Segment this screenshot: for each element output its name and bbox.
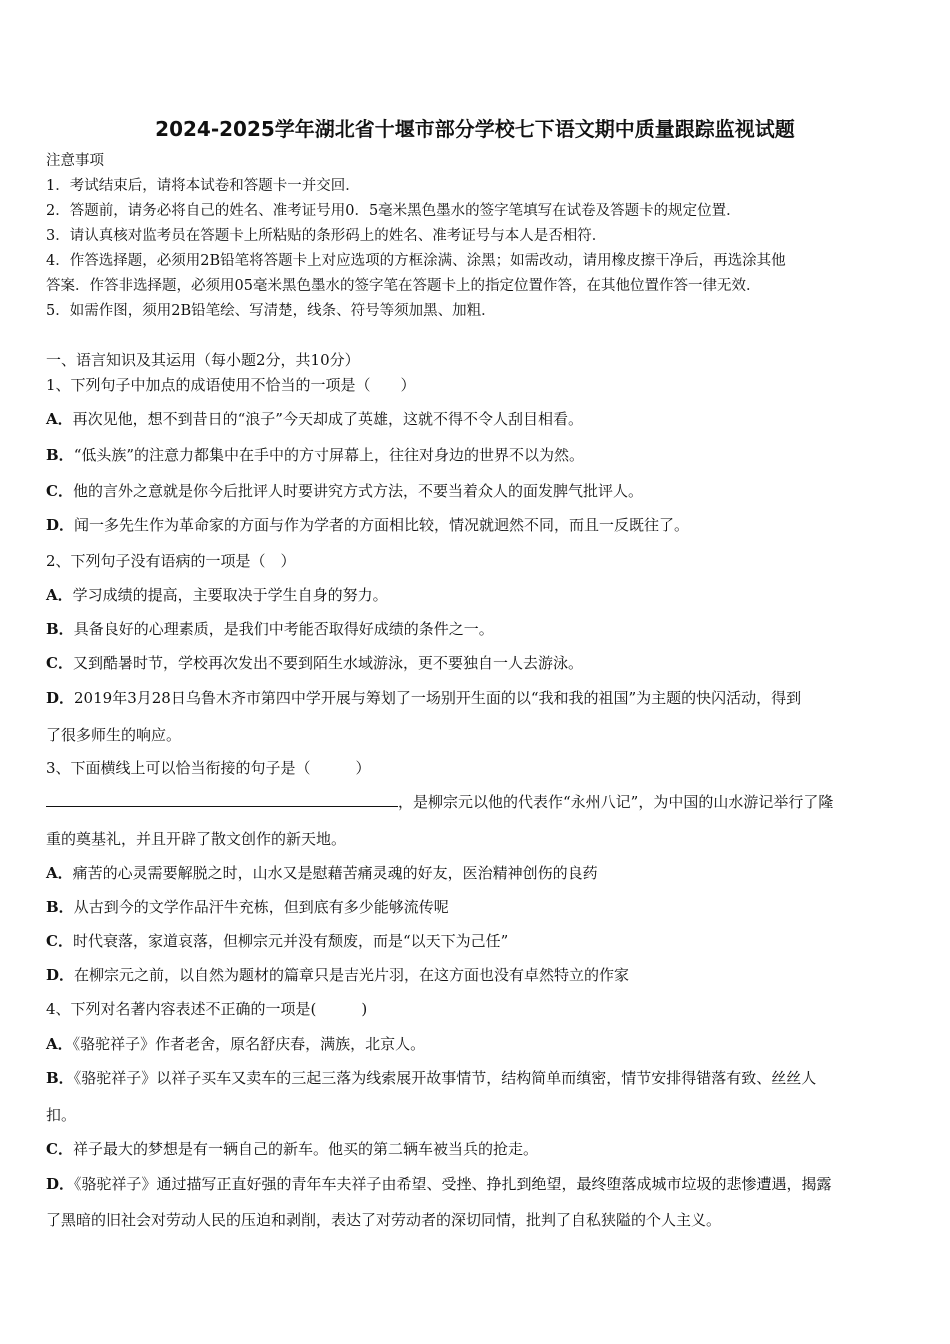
q2-option-c: C．又到酷暑时节，学校再次发出不要到陌生水域游泳，更不要独自一人去游泳。 (46, 654, 583, 672)
option-letter: A． (46, 410, 73, 428)
q4-option-b: B．《骆驼祥子》以祥子买车又卖车的三起三落为线索展开故事情节，结构简单而缜密，情节安排得错落有致、丝丝人 (46, 1069, 817, 1087)
q2-option-b: B．具备良好的心理素质，是我们中考能否取得好成绩的条件之一。 (46, 620, 494, 638)
notice-item: 4．作答选择题，必须用2B铅笔将答题卡上对应选项的方框涂满、涂黑；如需改动，请用橡皮擦干净后，再选涂其他 (46, 253, 786, 269)
notice-heading: 注意事项 (46, 153, 104, 169)
q4-option-d: D．《骆驼祥子》通过描写正直好强的青年车夫祥子由希望、受挫、挣扎到绝望，最终堕落成城市垃圾的悲惨遭遇，揭露 (46, 1175, 832, 1193)
q4-option-c: C．祥子最大的梦想是有一辆自己的新车。他买的第二辆车被当兵的抢走。 (46, 1140, 538, 1158)
q1-option-a: A．再次见他，想不到昔日的“浪子”今天却成了英雄，这就不得不令人刮目相看。 (46, 410, 583, 428)
option-letter: C． (46, 932, 73, 950)
option-letter: A． (46, 1035, 73, 1053)
option-letter: D． (46, 689, 75, 707)
q3-passage-cont: 重的奠基礼，并且开辟了散文创作的新天地。 (46, 830, 347, 848)
q3-stem: 3、下面横线上可以恰当衔接的句子是（ ） (46, 759, 371, 777)
q4-stem: 4、下列对名著内容表述不正确的一项是( ) (46, 1000, 368, 1018)
option-letter: C． (46, 654, 73, 672)
notice-item: 5．如需作图，须用2B铅笔绘、写清楚，线条、符号等须加黑、加粗． (46, 303, 496, 319)
option-letter: D． (46, 1175, 75, 1193)
page-title: 2024-2025学年湖北省十堰市部分学校七下语文期中质量跟踪监视试题 (155, 117, 795, 141)
option-letter: C． (46, 482, 73, 500)
q3-passage-text: ，是柳宗元以他的代表作“永州八记”，为中国的山水游记举行了隆 (398, 793, 834, 811)
option-letter: B． (46, 898, 74, 916)
q3-option-a: A．痛苦的心灵需要解脱之时，山水又是慰藉苦痛灵魂的好友，医治精神创伤的良药 (46, 864, 598, 882)
q2-option-a: A．学习成绩的提高，主要取决于学生自身的努力。 (46, 586, 388, 604)
q1-option-c: C．他的言外之意就是你今后批评人时要讲究方式方法，不要当着众人的面发脾气批评人。 (46, 482, 643, 500)
option-letter: B． (46, 446, 74, 464)
option-letter: A． (46, 586, 73, 604)
option-letter: B． (46, 620, 74, 638)
q1-option-b: B．“低头族”的注意力都集中在手中的方寸屏幕上，往往对身边的世界不以为然。 (46, 446, 585, 464)
q2-stem: 2、下列句子没有语病的一项是（ ） (46, 552, 296, 570)
section-heading: 一、语言知识及其运用（每小题2分，共10分） (46, 351, 360, 369)
option-letter: A． (46, 864, 73, 882)
q3-passage-line (46, 792, 833, 812)
notice-item: 答案．作答非选择题，必须用05毫米黑色墨水的签字笔在答题卡上的指定位置作答，在其他位置作答一律无效． (46, 278, 761, 294)
q2-option-d-cont: 了很多师生的响应。 (46, 726, 182, 744)
notice-item: 2．答题前，请务必将自己的姓名、准考证号用0．5毫米黑色墨水的签字笔填写在试卷及答题卡的规定位置． (46, 203, 741, 219)
q4-option-a: A．《骆驼祥子》作者老舍，原名舒庆春，满族，北京人。 (46, 1035, 426, 1053)
option-letter: D． (46, 516, 75, 534)
notice-item: 1．考试结束后，请将本试卷和答题卡一并交回． (46, 178, 360, 194)
option-letter: B． (46, 1069, 74, 1087)
option-letter: C． (46, 1140, 73, 1158)
option-letter: D． (46, 966, 75, 984)
q4-option-b-cont: 扣。 (46, 1106, 77, 1124)
q3-option-b: B．从古到今的文学作品汗牛充栋，但到底有多少能够流传呢 (46, 898, 449, 916)
answer-blank[interactable] (46, 792, 398, 807)
q3-option-c: C．时代衰落，家道哀落，但柳宗元并没有颓废，而是“以天下为己任” (46, 932, 509, 950)
notice-item: 3．请认真核对监考员在答题卡上所粘贴的条形码上的姓名、准考证号与本人是否相符． (46, 228, 607, 244)
q1-stem: 1、下列句子中加点的成语使用不恰当的一项是（ ） (46, 376, 416, 394)
q3-option-d: D．在柳宗元之前，以自然为题材的篇章只是吉光片羽，在这方面也没有卓然特立的作家 (46, 966, 630, 984)
q4-option-d-cont: 了黑暗的旧社会对劳动人民的压迫和剥削，表达了对劳动者的深切同情，批判了自私狭隘的个人主义。 (46, 1211, 722, 1229)
q1-option-d: D．闻一多先生作为革命家的方面与作为学者的方面相比较，情况就迥然不同，而且一反既往了。 (46, 516, 690, 534)
q2-option-d: D．2019年3月28日乌鲁木齐市第四中学开展与筹划了一场别开生面的以“我和我的祖国”为主题的快闪活动，得到 (46, 689, 802, 707)
